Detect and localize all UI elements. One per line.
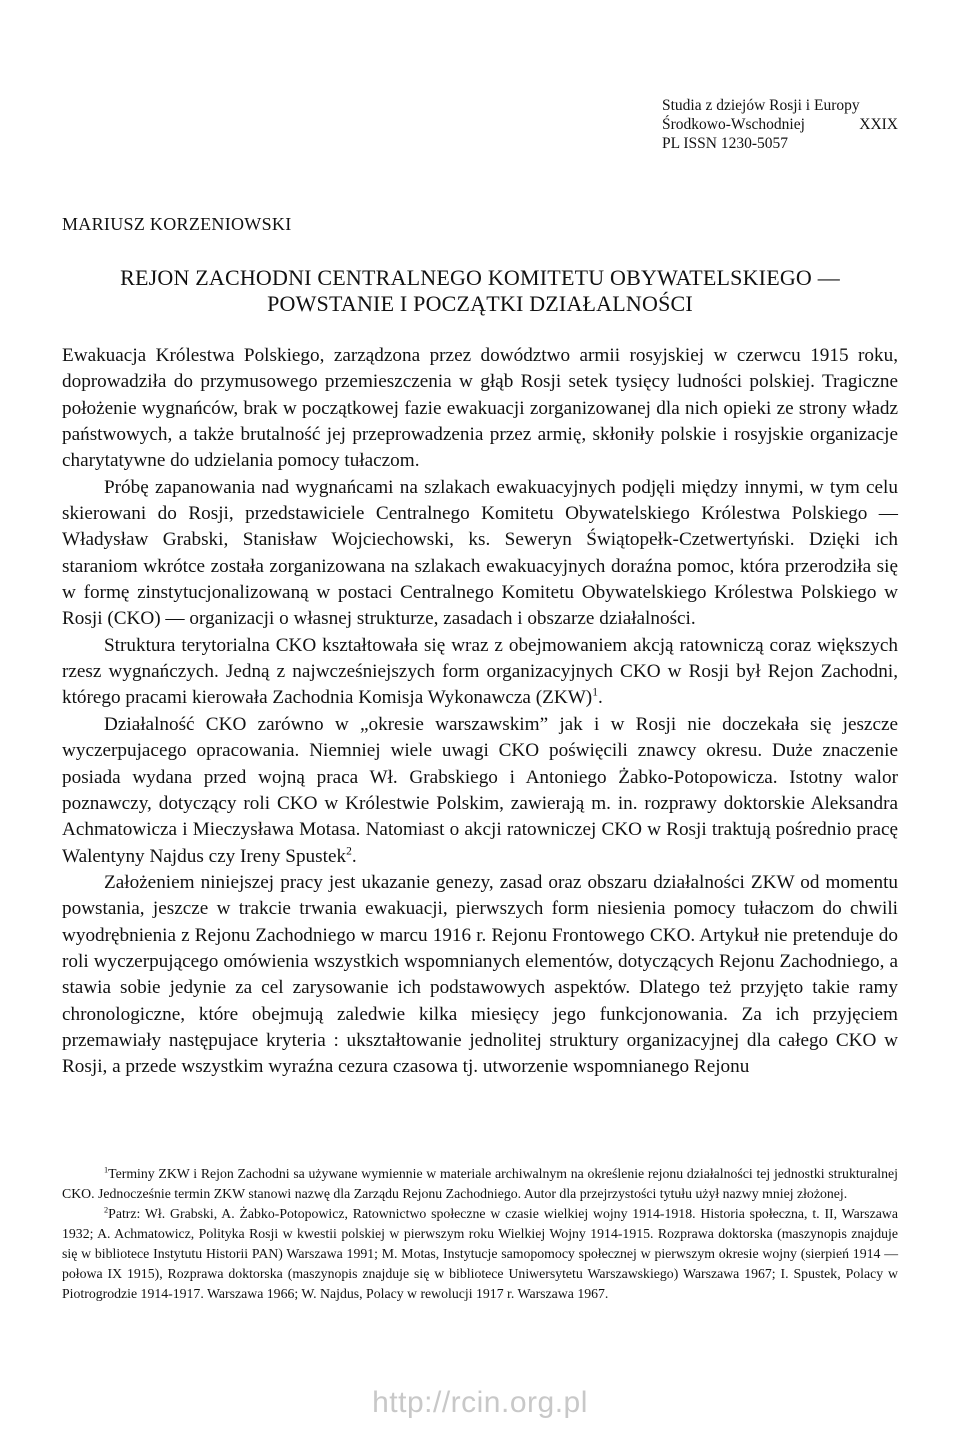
footnote-1 [62,1164,898,1204]
journal-volume: XXIX [859,116,898,133]
paragraph-3-text: Struktura terytorialna CKO kształtowała się wraz z obejmowaniem akcją ratowniczą coraz większych rzesz wygnańczych. Jedną z najwcześniejszych form organizacyjnych CKO w Rosji był Rejon Zachodni, którego pracami kierowała Zachodnia Komisja Wykonawcza (ZKW) [62,634,898,709]
footnote-2-text: Patrz: Wł. Grabski, A. Żabko-Potopowicz, Ratownictwo społeczne w czasie wielkiej wojny 1914-1918. Historia społeczna, t. II, Warszawa 1932; A. Achmatowicz, Polityka Rosji w kwestii polskiej w pierwszym roku Wielkiej Wojny 1914-1915. Rozprawa doktorska (maszynopis znajduje się w bibliotece Instytutu Historii PAN) Warszawa 1991; M. Motas, Instytucje samopomocy społecznej w pierwszym okresie wojny (sierpień 1914 — połowa IX 1915), Rozprawa doktorska (maszynopis znajduje się w bibliotece Uniwersytetu Warszawskiego) Warszawa 1967; I. Spustek, Polacy w Piotrogrodzie 1914-1917. Warszawa 1966; W. Najdus, Polacy w rewolucji 1917 r. Warszawa 1967. [62,1206,898,1301]
journal-issn: PL ISSN 1230-5057 [662,135,789,152]
article-body [62,343,898,1081]
footnote-2 [62,1204,898,1304]
journal-name-cont: Środkowo-Wschodniej [662,116,805,133]
footnotes [62,1164,898,1304]
author-name: MARIUSZ KORZENIOWSKI [62,214,292,234]
footnote-1-text: Terminy ZKW i Rejon Zachodni sa używane wymiennie w materiale archiwalnym na określenie rejonu działalności tej jednostki strukturalnej CKO. Jednocześnie termin ZKW stanowi nazwę dla Zarządu Rejonu Zachodniego. Autor dla przejrzystości tytułu użył nazwy mniej złożonej. [62,1166,898,1201]
paragraph-4-end: . [351,845,357,867]
article-title [62,265,898,317]
paragraph-2: Próbę zapanowania nad wygnańcami na szlakach ewakuacyjnych podjęli między innymi, w tym celu skierowani do Rosji, przedstawiciele Centralnego Komitetu Obywatelskiego Królestwa Polskiego — Władysław Grabski, Stanisław Wojciechowski, ks. Seweryn Świątopełk-Czetwertyński. Dzięki ich staraniom wkrótce została zorganizowana na szlakach ewakuacyjnych doraźna pomoc, która przerodziła się w formę zinstytucjonalizowaną w postaci Centralnego Komitetu Obywatelskiego Królestwa Polskiego w Rosji (CKO) — organizacji o własnej strukturze, zasadach i obszarze działalności. [62,476,898,630]
journal-name: Studia z dziejów Rosji i Europy [662,97,860,114]
paragraph-4-text: Działalność CKO zarówno w „okresie warszawskim” jak i w Rosji nie doczekała się jeszcze wyczerpujacego opracowania. Niemniej wiele uwagi CKO poświęcili znawcy okresu. Duże znaczenie posiada wydana przed wojną praca Wł. Grabskiego i Antoniego Żabko-Potopowicza. Istotny walor poznawczy, dotyczący roli CKO w Królestwie Polskim, zawierają m. in. rozprawy doktorskie Aleksandra Achmatowicza i Mieczysława Motasa. Natomiast o akcji ratowniczej CKO w Rosji traktują pośrednio pracę Walentyny Najdus czy Ireny Spustek [62,713,898,867]
watermark-url: http://rcin.org.pl [372,1386,588,1419]
journal-name-line2 [662,115,898,134]
article-title-line2: POWSTANIE I POCZĄTKI DZIAŁALNOŚCI [267,291,693,316]
footnote-ref-1[interactable]: 1 [592,687,598,700]
footnote-ref-2[interactable]: 2 [346,845,352,858]
footnote-2-marker: 2 [104,1205,109,1215]
paragraph-3 [62,633,898,712]
paragraph-3-end: . [597,687,603,709]
paragraph-4 [62,712,898,870]
paragraph-1: Ewakuacja Królestwa Polskiego, zarządzona przez dowództwo armii rosyjskiej w czerwcu 1915 roku, doprowadziła do przymusowego przemieszczenia w głąb Rosji setek tysięcy ludności polskiej. Tragiczne położenie wygnańców, brak w początkowej fazie ewakuacji zorganizowanej dla nich opieki ze strony władz państwowych, a także brutalność jej przeprowadzenia przez armię, skłoniły polskie i rosyjskie organizacje charytatywne do udzielania pomocy tułaczom. [62,345,898,472]
article-title-line1: REJON ZACHODNI CENTRALNEGO KOMITETU OBYWATELSKIEGO — [120,265,840,290]
paragraph-5: Założeniem niniejszej pracy jest ukazanie genezy, zasad oraz obszaru działalności ZKW od momentu powstania, jeszcze w trakcie trwania ewakuacji, pierwszych form niesienia pomocy tułaczom do chwili wyodrębnienia z Rejonu Zachodniego w marcu 1916 r. Rejonu Frontowego CKO. Artykuł nie pretenduje do roli wyczerpującego omówienia wszystkich wspomnianych elementów, dotyczących Rejonu Zachodniego, a stawia sobie jedynie za cel zarysowanie ich podstawowych aspektów. Dlatego też przyjęto takie ramy chronologiczne, które obejmują zaledwie kilka miesięcy jego funkcjonowania. Za ich przyjęciem przemawiały następujace kryteria : ukształtowanie jednolitej struktury organizacyjnej dla całego CKO w Rosji, a przede wszystkim wyraźna cezura czasowa tj. utworzenie wspomnianego Rejonu [62,871,898,1078]
journal-header [662,96,898,153]
footnote-1-marker: 1 [104,1165,109,1175]
